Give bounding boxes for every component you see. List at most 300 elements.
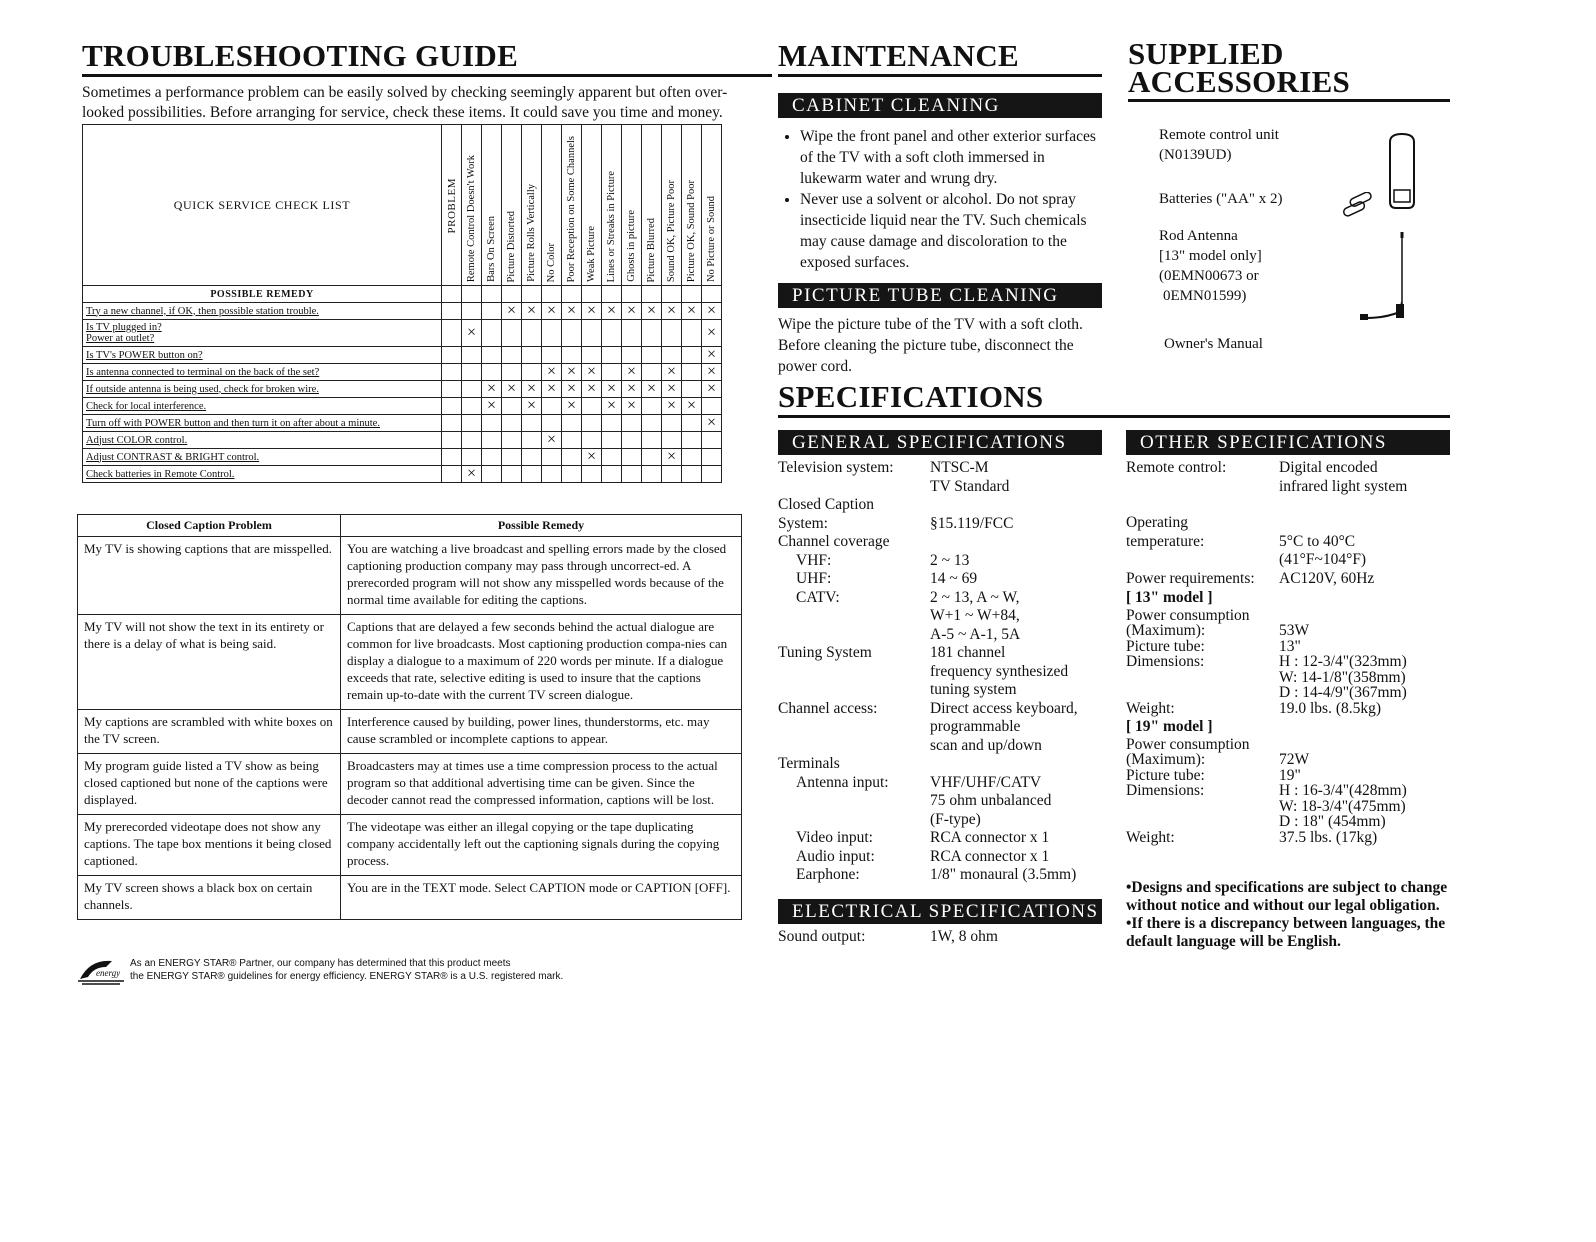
mark-cell	[482, 320, 502, 347]
mark-cell	[682, 466, 702, 483]
table-row	[83, 466, 722, 483]
spec-value: Direct access keyboard,	[930, 699, 1078, 717]
empty-cell	[702, 286, 722, 303]
spec-label: Picture tube:	[1126, 637, 1205, 655]
column-header	[702, 125, 722, 286]
spec-value: 75 ohm unbalanced	[930, 792, 1052, 809]
spec-value: 13"	[1279, 637, 1301, 655]
mark-cell	[542, 398, 562, 415]
spec-row	[1126, 685, 1450, 701]
mark-cell	[582, 364, 602, 381]
column-header-label: Remote Control Doesn't Work	[465, 154, 477, 282]
spec-row	[778, 626, 1102, 645]
spec-value: scan and up/down	[930, 736, 1042, 754]
spec-row	[778, 848, 1102, 867]
spec-value: 5°C to 40°C	[1279, 532, 1356, 550]
mark-cell	[602, 466, 622, 483]
energy-star-logo-icon	[76, 955, 126, 985]
mark-cell	[602, 398, 622, 415]
spec-row	[1126, 496, 1450, 514]
spec-row	[1126, 670, 1450, 686]
mark-cell	[562, 449, 582, 466]
check-mark: ×	[606, 302, 617, 319]
remote-control-icon	[1384, 132, 1420, 212]
spec-note-1: •Designs and specifications are subject to change without notice and without our legal obligation.	[1126, 879, 1448, 914]
mark-cell	[522, 432, 542, 449]
cc-row	[78, 815, 742, 876]
electrical-specs-bar: ELECTRICAL SPECIFICATIONS	[778, 899, 1102, 924]
check-mark: ×	[566, 380, 577, 397]
batteries-icon	[1338, 192, 1382, 218]
column-header-label: Picture Distorted	[505, 210, 517, 282]
mark-cell	[702, 466, 722, 483]
column-header-label: No Picture or Sound	[705, 195, 717, 282]
spec-label	[778, 478, 930, 497]
cc-remedy: You are in the TEXT mode. Select CAPTION mode or CAPTION [OFF].	[341, 876, 742, 920]
spec-row	[778, 570, 1102, 589]
spec-row	[1126, 478, 1450, 497]
spec-label: Video input:	[796, 829, 873, 846]
spec-label	[1126, 478, 1279, 497]
column-header-label: Lines or Streaks in Picture	[605, 170, 617, 282]
mark-cell	[642, 466, 662, 483]
mark-cell	[622, 320, 642, 347]
remedy-cell	[83, 303, 442, 320]
check-mark: ×	[586, 302, 597, 319]
spec-row	[1126, 608, 1450, 624]
general-specs	[778, 430, 1102, 946]
remote-line-1: Remote control unit	[1159, 127, 1279, 143]
empty-cell	[682, 286, 702, 303]
mark-cell	[462, 432, 482, 449]
cc-row	[78, 876, 742, 920]
check-mark: ×	[526, 302, 537, 319]
spec-row	[1126, 623, 1450, 639]
mark-cell	[682, 364, 702, 381]
spec-label	[778, 607, 930, 626]
check-mark: ×	[506, 302, 517, 319]
spec-label: Channel coverage	[778, 533, 890, 550]
mark-cell	[542, 415, 562, 432]
empty-cell	[462, 286, 482, 303]
energy-line-2: the ENERGY STAR® guidelines for energy efficiency. ENERGY STAR® is a U.S. registered mark.	[130, 971, 564, 982]
spec-label: Dimensions:	[1126, 782, 1205, 799]
mark-cell	[582, 432, 602, 449]
table-row	[83, 303, 722, 320]
spec-label: Picture tube:	[1126, 766, 1205, 784]
mark-cell	[702, 320, 722, 347]
mark-cell	[682, 449, 702, 466]
spec-value: Digital encoded	[1279, 459, 1378, 476]
cc-remedy: Interference caused by building, power lines, thunderstorms, etc. may cause scrambled or incomplete captions to appear.	[341, 710, 742, 754]
empty-cell	[582, 286, 602, 303]
spec-value: RCA connector x 1	[930, 847, 1050, 865]
check-mark: ×	[486, 397, 497, 414]
cabinet-cleaning-list	[778, 126, 1102, 273]
mark-cell	[562, 432, 582, 449]
mark-cell	[702, 381, 722, 398]
mark-cell	[562, 398, 582, 415]
cc-row	[78, 537, 742, 615]
mark-cell	[662, 347, 682, 364]
spec-value: TV Standard	[930, 477, 1010, 495]
check-mark: ×	[646, 302, 657, 319]
mark-cell	[622, 398, 642, 415]
remedy-text-2: Power at outlet?	[86, 333, 155, 344]
spec-note-2: •If there is a discrepancy between languages, the default language will be English.	[1126, 915, 1446, 950]
mark-cell	[542, 320, 562, 347]
mark-cell	[462, 449, 482, 466]
column-header	[462, 125, 482, 286]
mark-cell	[582, 466, 602, 483]
spec-value: infrared light system	[1279, 477, 1408, 495]
electrical-specs-list	[778, 928, 1102, 947]
spec-row	[778, 663, 1102, 682]
mark-cell	[682, 432, 702, 449]
spec-row	[778, 755, 1102, 774]
mark-cell	[642, 303, 662, 320]
cc-problem: My prerecorded videotape does not show any captions. The tape box mentions it being closed captioned.	[78, 815, 341, 876]
spec-row	[1126, 551, 1450, 570]
mark-cell	[482, 364, 502, 381]
mark-cell	[502, 364, 522, 381]
mark-cell	[542, 364, 562, 381]
mark-cell	[602, 415, 622, 432]
column-header-label: Weak Picture	[585, 225, 597, 282]
column-header	[522, 125, 542, 286]
check-mark: ×	[686, 302, 697, 319]
accessories-section	[1128, 36, 1450, 102]
cabinet-bullet-1: • Wipe the front panel and other exterior surfaces of the TV with a soft cloth immersed in lukewarm water and wrung dry.	[800, 126, 1102, 189]
spec-value: 37.5 lbs. (17kg)	[1279, 828, 1378, 846]
mark-cell	[522, 449, 542, 466]
check-mark: ×	[586, 448, 597, 465]
problem-cell	[442, 398, 462, 415]
spec-label	[778, 792, 930, 811]
spec-label: UHF:	[796, 570, 832, 587]
spec-row	[778, 829, 1102, 848]
spec-row	[778, 552, 1102, 571]
spec-value: 2 ~ 13	[930, 551, 970, 569]
spec-row	[1126, 459, 1450, 478]
mark-cell	[462, 347, 482, 364]
spec-value: W+1 ~ W+84,	[930, 607, 1020, 624]
cc-remedy: Broadcasters may at times use a time compression process to the actual program so that additional advertising time can be given. Since the decoder cannot read the compressed information, captions will be lost.	[341, 754, 742, 815]
spec-row	[778, 533, 1102, 552]
general-specs-bar: GENERAL SPECIFICATIONS	[778, 430, 1102, 455]
spec-label	[778, 811, 930, 830]
mark-cell	[482, 432, 502, 449]
check-mark: ×	[566, 363, 577, 380]
maintenance-title: MAINTENANCE	[778, 40, 1102, 77]
cc-remedy: The videotape was either an illegal copying or the tape duplicating company accidentally left out the captioning signals during the copying process.	[341, 815, 742, 876]
check-mark: ×	[526, 397, 537, 414]
mark-cell	[562, 303, 582, 320]
mark-cell	[482, 347, 502, 364]
mark-cell	[662, 449, 682, 466]
table-row	[83, 432, 722, 449]
mark-cell	[502, 432, 522, 449]
check-mark: ×	[586, 380, 597, 397]
mark-cell	[502, 347, 522, 364]
mark-cell	[522, 466, 542, 483]
mark-cell	[562, 466, 582, 483]
remedy-cell	[83, 320, 442, 347]
remedy-text: Turn off with POWER button and then turn it on after about a minute.	[86, 417, 380, 429]
spec-value: §15.119/FCC	[930, 514, 1014, 532]
mark-cell	[502, 320, 522, 347]
spec-value: H : 16-3/4"(428mm)	[1279, 782, 1407, 799]
mark-cell	[662, 415, 682, 432]
cc-problem: My captions are scrambled with white boxes on the TV screen.	[78, 710, 341, 754]
cc-problem: My TV will not show the text in its entirety or there is a delay of what is being said.	[78, 615, 341, 710]
mark-cell	[642, 381, 662, 398]
spec-label: (Maximum):	[1126, 751, 1206, 768]
accessories-title-line-2: ACCESSORIES	[1128, 64, 1351, 99]
spec-row	[1126, 514, 1450, 533]
spec-label: Earphone:	[796, 866, 860, 883]
mark-cell	[622, 364, 642, 381]
quick-check-title-cell	[83, 125, 442, 286]
mark-cell	[462, 303, 482, 320]
cc-remedy: You are watching a live broadcast and spelling errors made by the closed captioning production company may pass through uncorrect-ed. A prerecorded program will not show any misspelled words because of the normal time available for editing the captions.	[341, 537, 742, 615]
spec-value: (F-type)	[930, 810, 981, 828]
mark-cell	[542, 381, 562, 398]
check-mark: ×	[626, 380, 637, 397]
mark-cell	[702, 449, 722, 466]
column-header-label: Picture Rolls Vertically	[525, 184, 537, 282]
mark-cell	[482, 381, 502, 398]
mark-cell	[542, 466, 562, 483]
problem-cell	[442, 415, 462, 432]
empty-cell	[482, 286, 502, 303]
spec-label	[1126, 496, 1279, 514]
general-specs-list	[778, 459, 1102, 885]
check-mark: ×	[586, 363, 597, 380]
spec-value: 1/8" monaural (3.5mm)	[930, 866, 1077, 883]
check-mark: ×	[706, 380, 717, 397]
spec-label: Dimensions:	[1126, 653, 1205, 670]
mark-cell	[502, 398, 522, 415]
mark-cell	[542, 449, 562, 466]
remedy-text: If outside antenna is being used, check for broken wire.	[86, 383, 319, 395]
mark-cell	[642, 364, 662, 381]
accessories-title-line-1: SUPPLIED	[1128, 36, 1284, 71]
sound-output-label: Sound output:	[778, 927, 866, 945]
empty-cell	[562, 286, 582, 303]
spec-value: RCA connector x 1	[930, 829, 1050, 846]
check-mark: ×	[546, 302, 557, 319]
mark-cell	[542, 303, 562, 320]
check-mark: ×	[566, 302, 577, 319]
antenna-line-4: 0EMN01599)	[1163, 288, 1247, 304]
check-mark: ×	[506, 380, 517, 397]
empty-cell	[642, 286, 662, 303]
spec-value: NTSC-M	[930, 459, 989, 476]
spec-row	[1126, 701, 1450, 717]
mark-cell	[682, 347, 702, 364]
spec-value: W: 14-1/8"(358mm)	[1279, 668, 1406, 686]
accessory-batteries: Batteries ("AA" x 2)	[1159, 191, 1283, 207]
check-mark: ×	[706, 324, 717, 341]
remedy-cell	[83, 432, 442, 449]
mark-cell	[522, 303, 542, 320]
mark-cell	[682, 320, 702, 347]
spec-row	[778, 496, 1102, 515]
mark-cell	[702, 303, 722, 320]
column-header-label: Picture Blurred	[645, 217, 657, 282]
mark-cell	[582, 320, 602, 347]
check-mark: ×	[466, 324, 477, 341]
mark-cell	[682, 398, 702, 415]
spec-value: frequency synthesized	[930, 662, 1069, 680]
spec-label: Closed Caption	[778, 496, 875, 513]
spec-row	[778, 681, 1102, 700]
spec-label: Weight:	[1126, 699, 1175, 717]
check-mark: ×	[706, 414, 717, 431]
column-header-label: Picture OK, Sound Poor	[685, 179, 697, 282]
spec-label	[778, 718, 930, 737]
spec-label: Television system:	[778, 459, 894, 476]
mark-cell	[582, 415, 602, 432]
cc-problem: My TV screen shows a black box on certain channels.	[78, 876, 341, 920]
remedy-cell	[83, 398, 442, 415]
mark-cell	[602, 432, 622, 449]
check-mark: ×	[626, 363, 637, 380]
column-header	[602, 125, 622, 286]
empty-cell	[442, 286, 462, 303]
mark-cell	[602, 364, 622, 381]
troubleshooting-intro	[82, 83, 772, 123]
spec-row	[1126, 639, 1450, 655]
spec-label: Terminals	[778, 755, 840, 772]
problem-cell	[442, 449, 462, 466]
empty-cell	[602, 286, 622, 303]
closed-caption-table	[77, 514, 742, 920]
column-header-label: No Color	[545, 242, 557, 282]
mark-cell	[522, 381, 542, 398]
spec-row	[778, 515, 1102, 534]
check-mark: ×	[706, 363, 717, 380]
mark-cell	[662, 303, 682, 320]
spec-value: 53W	[1279, 622, 1310, 639]
problem-label-cell	[442, 125, 462, 286]
problem-cell	[442, 381, 462, 398]
spec-value: A-5 ~ A-1, 5A	[930, 625, 1021, 643]
remedy-text: Is antenna connected to terminal on the back of the set?	[86, 366, 320, 378]
spec-label: Operating	[1126, 514, 1188, 531]
spec-value: 19"	[1279, 766, 1301, 784]
intro-line-1: Sometimes a performance problem can be easily solved by checking seemingly apparent but often over-	[82, 84, 728, 101]
mark-cell	[702, 398, 722, 415]
spec-row	[778, 589, 1102, 608]
remedy-text: Check for local interference.	[86, 400, 207, 412]
table-row	[83, 449, 722, 466]
spec-label	[1126, 799, 1279, 815]
spec-label	[1126, 685, 1279, 701]
spec-value: 72W	[1279, 751, 1310, 768]
mark-cell	[602, 303, 622, 320]
check-mark: ×	[646, 380, 657, 397]
spec-label: VHF:	[796, 551, 832, 569]
model-13-list	[1126, 608, 1450, 717]
spec-row	[778, 700, 1102, 719]
spec-label	[1126, 814, 1279, 830]
cc-problem: My TV is showing captions that are misspelled.	[78, 537, 341, 615]
mark-cell	[482, 449, 502, 466]
mark-cell	[702, 364, 722, 381]
remedy-cell	[83, 347, 442, 364]
spec-row	[1126, 654, 1450, 670]
column-header	[662, 125, 682, 286]
spec-label: Antenna input:	[796, 773, 889, 791]
spec-row	[1126, 799, 1450, 815]
model-19-title: [ 19" model ]	[1126, 718, 1213, 735]
mark-cell	[482, 466, 502, 483]
spec-label: CATV:	[796, 588, 840, 606]
spec-row	[778, 644, 1102, 663]
spec-value: 181 channel	[930, 644, 1006, 661]
antenna-line-2: [13" model only]	[1159, 248, 1262, 264]
spec-row	[1126, 752, 1450, 768]
other-specs-list	[1126, 459, 1450, 588]
specifications-title: SPECIFICATIONS	[778, 381, 1450, 418]
model-13-title: [ 13" model ]	[1126, 589, 1213, 606]
mark-cell	[522, 415, 542, 432]
spec-row	[1126, 533, 1450, 552]
spec-row	[778, 792, 1102, 811]
spec-row	[1126, 814, 1450, 830]
spec-label	[1126, 551, 1279, 570]
remedy-text: Is TV's POWER button on?	[86, 349, 203, 361]
cc-row	[78, 615, 742, 710]
cabinet-cleaning-bar: CABINET CLEANING	[778, 93, 1102, 118]
mark-cell	[642, 347, 662, 364]
spec-label: Tuning System	[778, 644, 872, 661]
specifications-title-wrap	[778, 381, 1450, 418]
mark-cell	[602, 381, 622, 398]
mark-cell	[682, 415, 702, 432]
spec-row	[1126, 768, 1450, 784]
remedy-cell	[83, 381, 442, 398]
troubleshooting-section	[82, 40, 772, 123]
energy-star-notice	[76, 955, 563, 985]
intro-line-2: looked possibilities. Before arranging for service, check these items. It could save you time and money.	[82, 104, 723, 121]
troubleshooting-title: TROUBLESHOOTING GUIDE	[82, 40, 772, 77]
mark-cell	[522, 364, 542, 381]
problem-cell	[442, 303, 462, 320]
table-row	[83, 381, 722, 398]
spec-label: Weight:	[1126, 828, 1175, 846]
spec-row	[778, 718, 1102, 737]
cc-header-remedy: Possible Remedy	[341, 515, 742, 537]
remedy-text: Adjust CONTRAST & BRIGHT control.	[86, 451, 260, 463]
mark-cell	[642, 320, 662, 347]
spec-row	[1126, 830, 1450, 846]
column-header	[502, 125, 522, 286]
energy-line-1: As an ENERGY STAR® Partner, our company has determined that this product meets	[130, 958, 511, 969]
empty-cell	[662, 286, 682, 303]
check-mark: ×	[666, 397, 677, 414]
spec-value: programmable	[930, 718, 1021, 735]
spec-label: Audio input:	[796, 847, 875, 865]
cc-row	[78, 754, 742, 815]
mark-cell	[502, 449, 522, 466]
mark-cell	[502, 415, 522, 432]
mark-cell	[542, 432, 562, 449]
mark-cell	[502, 381, 522, 398]
check-mark: ×	[626, 302, 637, 319]
